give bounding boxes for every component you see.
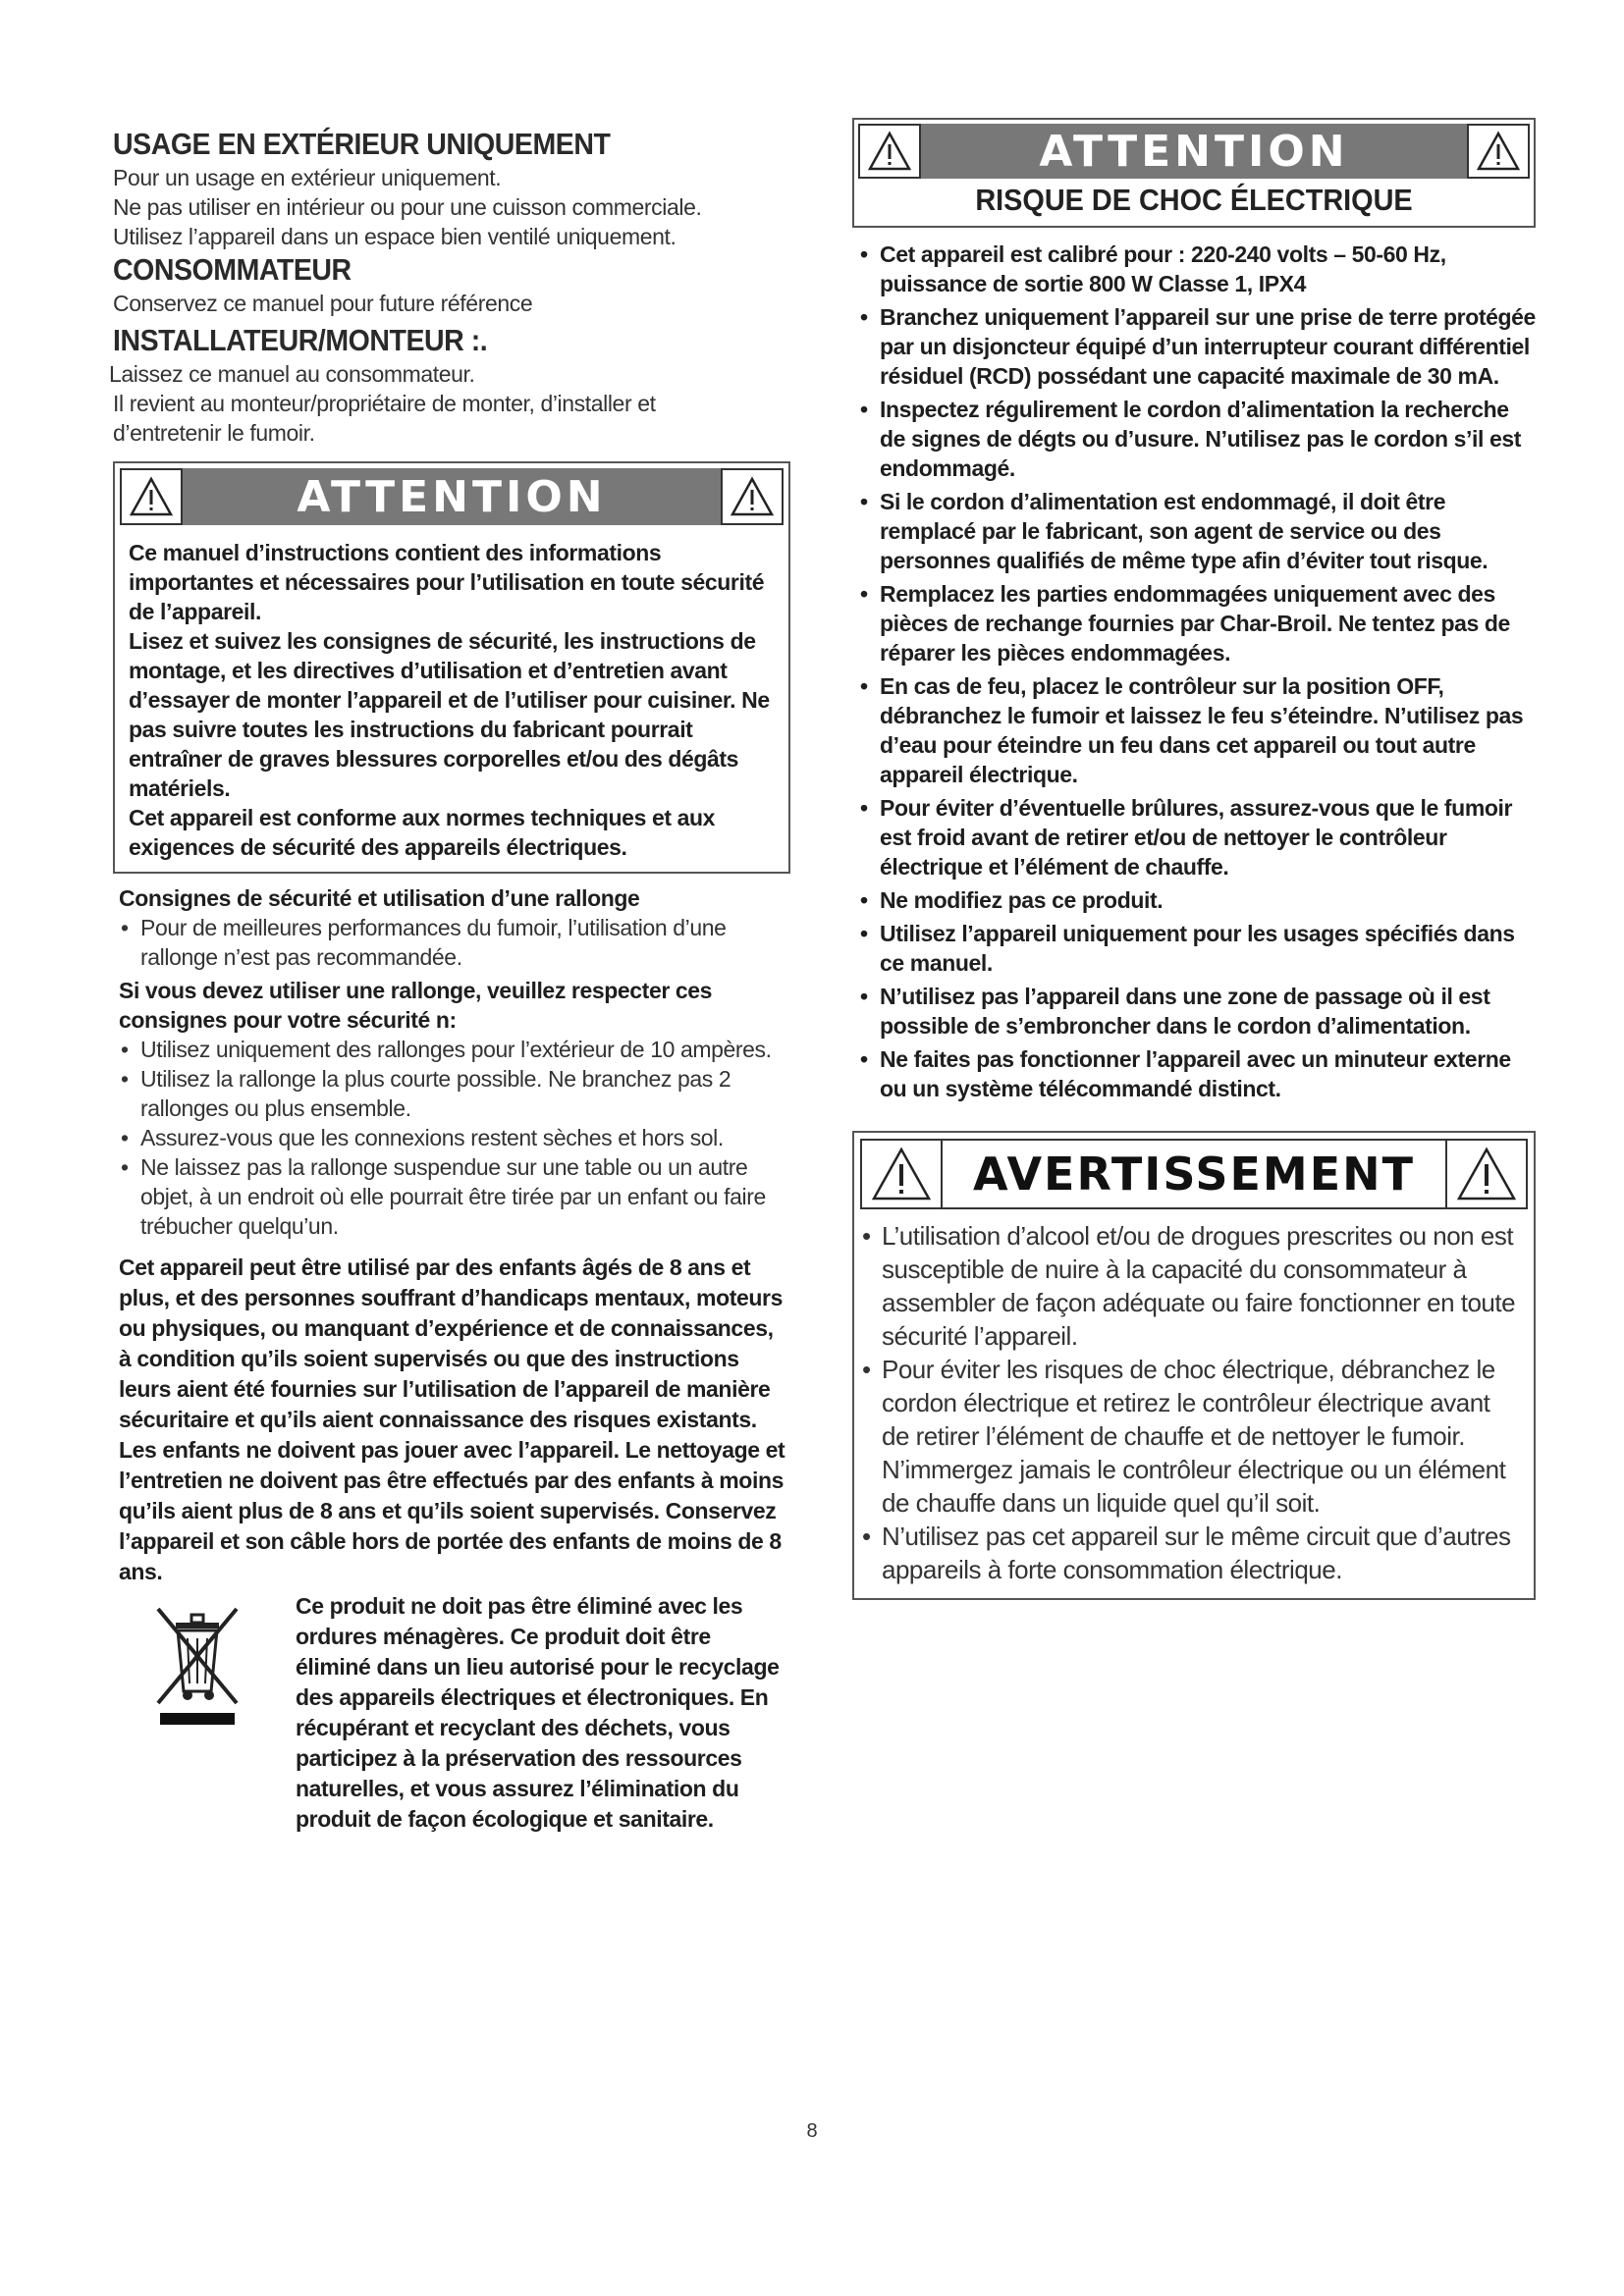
list-item: • Ne modifiez pas ce produit. [858,885,1536,915]
list-item: • Cet appareil est calibré pour : 220-240 volts – 50-60 Hz, puissance de sortie 800 W Classe 1, IPX4 [858,240,1536,298]
extension-heading: Consignes de sécurité et utilisation d’une rallonge [119,885,640,911]
outdoor-line: Pour un usage en extérieur uniquement. [113,165,502,190]
list-item: • Ne laissez pas la rallonge suspendue sur une table ou un autre objet, à un endroit où elle pourrait être tirée par un enfant ou faire trébucher quelqu’un. [119,1152,790,1241]
attention-paragraph: Lisez et suivez les consignes de sécurité, les instructions de montage, et les directives d’utilisation et d’entretien avant d’essayer de monter l’appareil et de l’utiliser pour cuisiner. Ne pas suivre toutes les instructions du fabricant pourrait entraîner de graves blessures corporelles et/ou des dégâts matériels. [129,628,770,801]
outdoor-line: Utilisez l’appareil dans un espace bien ventilé uniquement. [113,224,677,249]
warning-body [854,1215,1534,1598]
warning-box [852,1131,1536,1600]
list-item: • Pour de meilleures performances du fumoir, l’utilisation d’une rallonge n’est pas recommandée. [119,913,790,972]
list-item: • Assurez-vous que les connexions restent sèches et hors sol. [119,1123,790,1152]
list-item: • N’utilisez pas l’appareil dans une zone de passage où il est possible de s’embroncher dans le cordon d’alimentation. [858,982,1536,1041]
attention-banner [858,124,1530,179]
list-item: • Remplacez les parties endommagées uniquement avec des pièces de rechange fournies par Char-Broil. Ne tentez pas de réparer les pièces endommagées. [858,579,1536,667]
disposal-paragraph: Ce produit ne doit pas être éliminé avec les ordures ménagères. Ce produit doit être éliminé dans un lieu autorisé pour le recyclage des appareils électriques et électroniques. En récupérant et recyclant des déchets, vous participez à la préservation des ressources naturelles, et vous assurez l’élimination du produit de façon écologique et sanitaire. [296,1593,780,1832]
extension-bullets [119,1035,790,1241]
installer-line: Il revient au monteur/propriétaire de monter, d’installer et [113,391,656,416]
installer-heading: INSTALLATEUR/MONTEUR :. [113,323,488,357]
list-item: • N’utilisez pas cet appareil sur le même circuit que d’autres appareils à forte consommation électrique. [860,1520,1522,1586]
outdoor-line: Ne pas utiliser en intérieur ou pour une cuisson commerciale. [113,194,702,220]
attention-title: ATTENTION [297,471,607,522]
warning-triangle-icon [858,124,921,179]
extension-bullets [119,913,790,972]
disposal-section [119,1591,790,1835]
installer-line: Laissez ce manuel au consommateur. [109,361,475,387]
warning-title: AVERTISSEMENT [972,1148,1416,1201]
left-column [109,126,790,1835]
warning-triangle-icon [860,1139,943,1209]
list-item: • Utilisez l’appareil uniquement pour les usages spécifiés dans ce manuel. [858,919,1536,978]
consumer-heading: CONSOMMATEUR [113,252,352,287]
attention-paragraph: Ce manuel d’instructions contient des informations importantes et nécessaires pour l’utilisation en toute sécurité de l’appareil. [129,540,765,624]
attention-box-left [113,461,790,874]
warning-triangle-icon [721,468,784,525]
list-item: • Ne faites pas fonctionner l’appareil avec un minuteur externe ou un système télécommandé distinct. [858,1044,1536,1103]
extension-section [113,883,790,1835]
list-item: • Pour éviter d’éventuelle brûlures, assurez-vous que le fumoir est froid avant de retirer et/ou de nettoyer le contrôleur électrique et l’élément de chauffe. [858,793,1536,881]
children-paragraph: Cet appareil peut être utilisé par des enfants âgés de 8 ans et plus, et des personnes souffrant d’handicaps mentaux, moteurs ou physiques, ou manquant d’expérience et de connaissances, à condition qu’ils soient supervisés ou que des instructions leurs aient été fournies sur l’utilisation de l’appareil de manière sécuritaire et qu’ils aient connaissance des risques existants. Les enfants ne doivent pas jouer avec l’appareil. Le nettoyage et l’entretien ne doivent pas être effectués par des enfants à moins qu’ils aient plus de 8 ans et qu’ils soient supervisés. Conservez l’appareil et son câble hors de portée des enfants de moins de 8 ans. [119,1255,785,1584]
weee-bin-icon [119,1591,286,1835]
outdoor-heading: USAGE EN EXTÉRIEUR UNIQUEMENT [113,127,611,161]
attention-paragraph: Cet appareil est conforme aux normes techniques et aux exigences de sécurité des appareils électriques. [129,805,716,860]
attention-banner [120,468,784,525]
list-item: • Utilisez uniquement des rallonges pour l’extérieur de 10 ampères. [119,1035,790,1064]
list-item: • Inspectez régulirement le cordon d’alimentation la recherche de signes de dégts ou d’usure. N’utilisez pas le cordon s’il est endommagé. [858,395,1536,483]
list-item: • L’utilisation d’alcool et/ou de drogues prescrites ou non est susceptible de nuire à la capacité du consommateur à assembler de façon adéquate ou faire fonctionner en toute sécurité l’appareil. [860,1219,1522,1353]
right-column [852,118,1536,1600]
list-item: • Branchez uniquement l’appareil sur une prise de terre protégée par un disjoncteur équipé d’un interrupteur courant différentiel résiduel (RCD) possédant une capacité maximale de 30 mA. [858,302,1536,391]
list-item: • En cas de feu, placez le contrôleur sur la position OFF, débranchez le fumoir et laissez le feu s’éteindre. N’utilisez pas d’eau pour éteindre un feu dans cet appareil ou tout autre appareil électrique. [858,671,1536,789]
page-number: 8 [806,2120,818,2142]
list-item: • Pour éviter les risques de choc électrique, débranchez le cordon électrique et retirez le contrôleur électrique avant de retirer l’élément de chauffe et de nettoyer le fumoir. N’immergez jamais le contrôleur électrique ou un élément de chauffe dans un liquide quel qu’il soit. [860,1353,1522,1520]
attention-title: ATTENTION [1039,126,1349,177]
warning-triangle-icon [1467,124,1530,179]
warning-bullets [860,1219,1522,1586]
extension-bold-para: Si vous devez utiliser une rallonge, veuillez respecter ces consignes pour votre sécurité n: [119,978,713,1033]
list-item: • Si le cordon d’alimentation est endommagé, il doit être remplacé par le fabricant, son agent de service ou des personnes qualifiés de même type afin d’éviter tout risque. [858,487,1536,575]
attention-body [115,530,788,872]
warning-banner [860,1139,1528,1209]
shock-risk-subtitle: RISQUE DE CHOC ÉLECTRIQUE [975,183,1413,217]
warning-triangle-icon [1445,1139,1528,1209]
electrical-bullets [858,240,1536,1103]
list-item: • Utilisez la rallonge la plus courte possible. Ne branchez pas 2 rallonges ou plus ensemble. [119,1064,790,1123]
consumer-line: Conservez ce manuel pour future référence [113,291,533,316]
warning-triangle-icon [120,468,183,525]
attention-box-right [852,118,1536,228]
installer-line: d’entretenir le fumoir. [113,420,315,446]
